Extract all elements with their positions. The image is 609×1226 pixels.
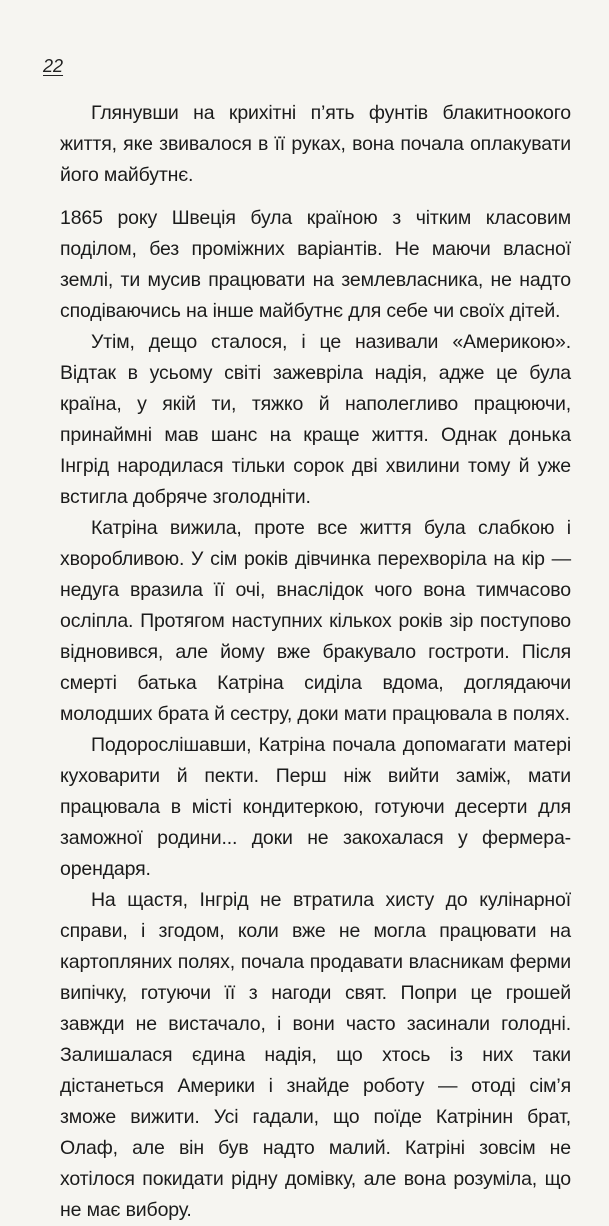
page-number: 22 [43,56,64,76]
body-text [60,98,571,1226]
paragraph-3: Утім, дещо сталося, і це називали «Америкою». Відтак в усьому світі зажевріла надія, адже це була країна, у якій ти, тяжко й наполегливо працюючи, принаймні мав шанс на краще життя. Однак донька Інгрід народилася тільки сорок дві хвилини тому й уже встигла добряче зголодніти. [60,331,571,508]
paragraph-1: Глянувши на крихітні п’ять фунтів блакитноокого життя, яке звивалося в її руках, вона почала оплакувати його майбутнє. [60,102,571,186]
paragraph-2: 1865 року Швеція була країною з чітким класовим поділом, без проміжних варіантів. Не маючи власної землі, ти мусив працювати на землевласника, не надто сподіваючись на інше майбутнє для себе чи своїх дітей. [60,207,571,322]
paragraph-4: Катріна вижила, проте все життя була слабкою і хворобливою. У сім років дівчинка перехворіла на кір — недуга вразила її очі, внаслідок чого вона тимчасово осліпла. Протягом наступних кількох років зір поступово відновився, але йому вже бракувало гостроти. Після смерті батька Катріна сиділа вдома, доглядаючи молодших брата й сестру, доки мати працювала в полях. [60,517,571,725]
paragraph-5: Подорослішавши, Катріна почала допомагати матері куховарити й пекти. Перш ніж вийти заміж, мати працювала в місті кондитеркою, готуючи десерти для заможної родини... доки не закохалася у фермера-орендаря. [60,734,571,880]
paragraph-6: На щастя, Інгрід не втратила хисту до кулінарної справи, і згодом, коли вже не могла працювати на картопляних полях, почала продавати власникам ферми випічку, готуючи її з нагоди свят. Попри це грошей завжди не вистачало, і вони часто засинали голодні. Залишалася єдина надія, що хтось із них таки дістанеться Америки і знайде роботу — отоді сім’я зможе вижити. Усі гадали, що поїде Катрінин брат, Олаф, але він був надто малий. Катріні зовсім не хотілося покидати рідну домівку, але вона розуміла, що не має вибору. [60,889,571,1221]
